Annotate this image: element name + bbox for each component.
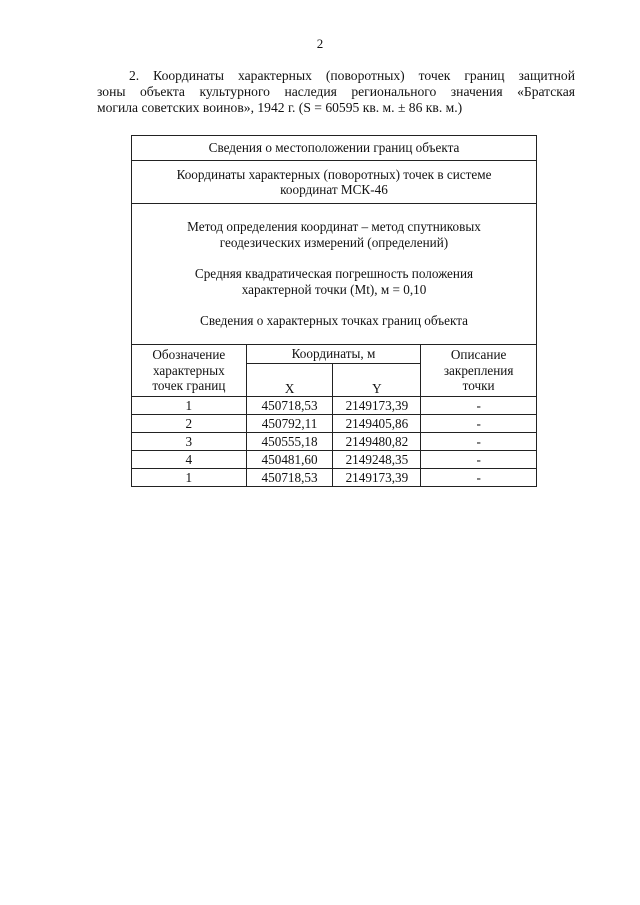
designation-header-line: характерных — [153, 362, 225, 378]
x-value: 450555,18 — [246, 433, 333, 451]
point-number: 4 — [132, 451, 247, 469]
table-row — [132, 451, 537, 469]
point-description: - — [421, 451, 537, 469]
designation-header-line: Обозначение — [152, 347, 226, 363]
paragraph-line: могила советских воинов», 1942 г. (S = 60595 кв. м. ± 86 кв. м.) — [97, 100, 463, 115]
point-description: - — [421, 415, 537, 433]
x-value: 450792,11 — [246, 415, 333, 433]
boundary-coordinates-table — [131, 135, 537, 487]
coordinate-system-line: координат МСК-46 — [280, 182, 388, 197]
y-column-header: Y — [333, 364, 421, 397]
accuracy-line: Средняя квадратическая погрешность положения — [194, 266, 474, 282]
coordinates-header: Координаты, м — [246, 345, 421, 364]
coordinate-system-header — [132, 161, 537, 204]
accuracy-line: характерной точки (Mt), м = 0,10 — [241, 281, 427, 297]
description-header — [421, 345, 537, 397]
points-info-title: Сведения о характерных точках границ объекта — [200, 313, 468, 329]
designation-header-line: точек границ — [152, 378, 226, 394]
point-description: - — [421, 433, 537, 451]
method-line: геодезических измерений (определений) — [219, 234, 449, 250]
x-value: 450718,53 — [246, 469, 333, 487]
paragraph-line: зоны объекта культурного наследия регионального значения «Братская — [97, 84, 575, 99]
point-number: 1 — [132, 469, 247, 487]
y-value: 2149405,86 — [333, 415, 421, 433]
point-number: 3 — [132, 433, 247, 451]
y-value: 2149480,82 — [333, 433, 421, 451]
description-header-line: точки — [462, 378, 495, 394]
paragraph-line: 2. Координаты характерных (поворотных) точек границ защитной — [129, 68, 575, 83]
intro-paragraph — [97, 68, 575, 116]
point-description: - — [421, 469, 537, 487]
table-row — [132, 469, 537, 487]
y-value: 2149173,39 — [333, 469, 421, 487]
method-line: Метод определения координат – метод спутниковых — [187, 219, 481, 235]
method-info-cell — [132, 204, 537, 345]
location-header: Сведения о местоположении границ объекта — [132, 136, 537, 161]
point-number: 1 — [132, 397, 247, 415]
description-header-line: закрепления — [443, 362, 514, 378]
table-row — [132, 433, 537, 451]
x-value: 450481,60 — [246, 451, 333, 469]
page-number: 2 — [316, 36, 324, 51]
table-row — [132, 397, 537, 415]
coordinate-system-line: Координаты характерных (поворотных) точек в системе — [176, 166, 492, 182]
table-row — [132, 415, 537, 433]
y-value: 2149173,39 — [333, 397, 421, 415]
point-description: - — [421, 397, 537, 415]
description-header-line: Описание — [450, 347, 507, 363]
y-value: 2149248,35 — [333, 451, 421, 469]
x-value: 450718,53 — [246, 397, 333, 415]
x-column-header: X — [246, 364, 333, 397]
point-number: 2 — [132, 415, 247, 433]
designation-header — [132, 345, 247, 397]
